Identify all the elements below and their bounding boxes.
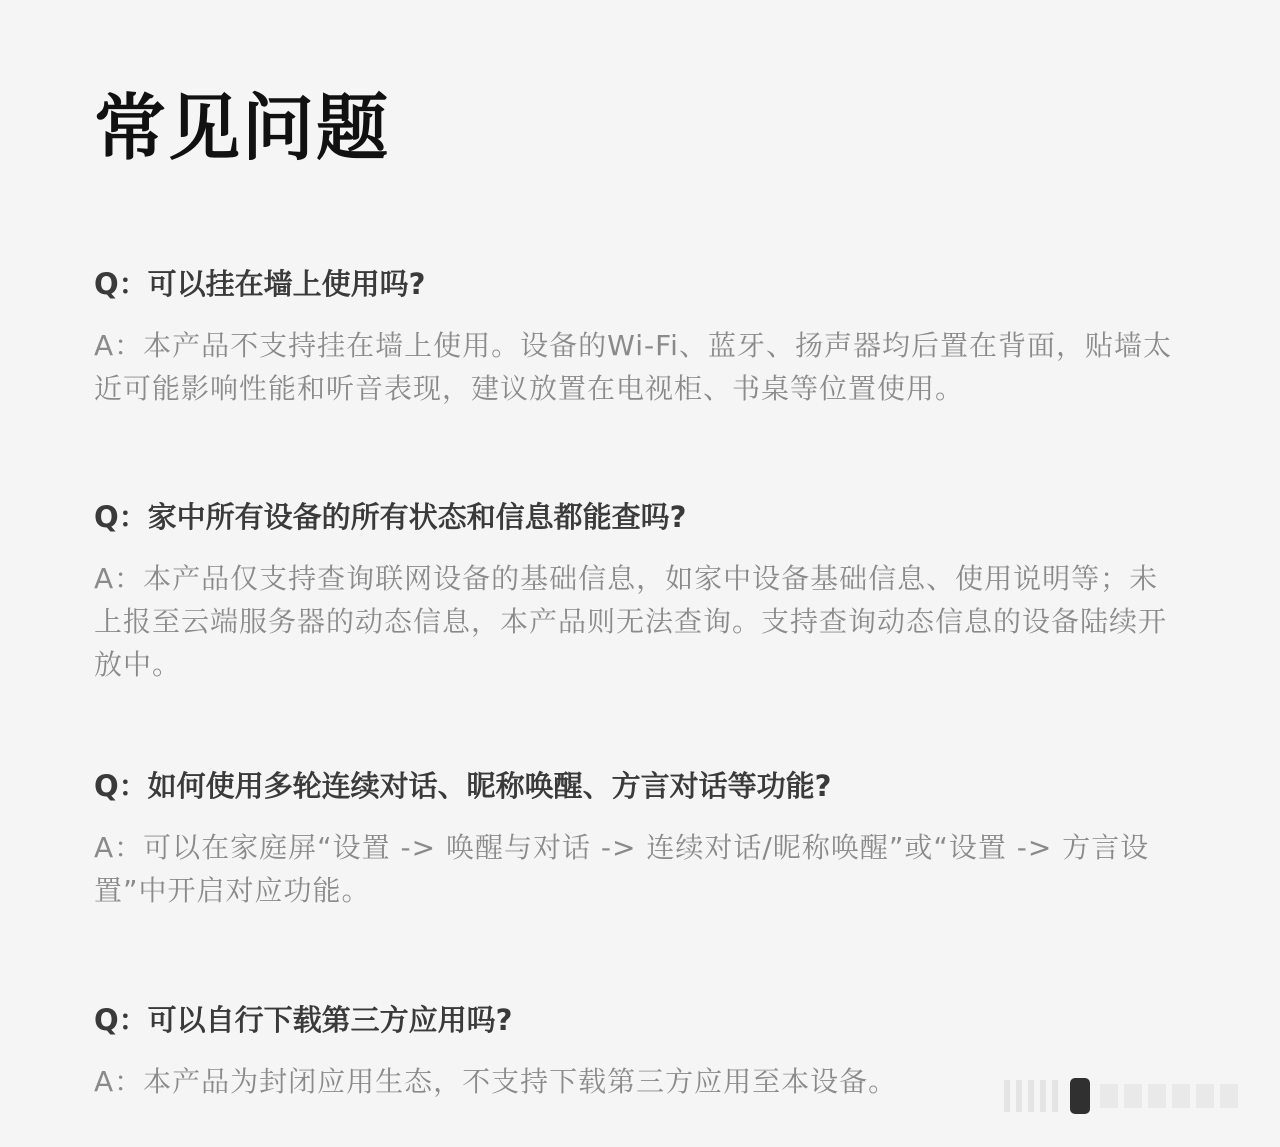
watermark-logo [1004, 1074, 1254, 1118]
page-title: 常见问题 [94, 86, 391, 170]
faq-question: Q：家中所有设备的所有状态和信息都能查吗? [94, 500, 687, 534]
faq-answer: A：可以在家庭屏“设置 -> 唤醒与对话 -> 连续对话/昵称唤醒”或“设置 -> 方言设置”中开启对应功能。 [94, 831, 1150, 907]
faq-answer: A：本产品为封闭应用生态，不支持下载第三方应用至本设备。 [94, 1065, 898, 1098]
faq-answer: A：本产品仅支持查询联网设备的基础信息，如家中设备基础信息、使用说明等；未上报至云端服务器的动态信息，本产品则无法查询。支持查询动态信息的设备陆续开放中。 [94, 562, 1168, 681]
faq-item [94, 497, 1186, 686]
faq-question: Q：可以挂在墙上使用吗? [94, 267, 426, 301]
faq-answer: A：本产品不支持挂在墙上使用。设备的Wi-Fi、蓝牙、扬声器均后置在背面，贴墙太近可能影响性能和听音表现，建议放置在电视柜、书桌等位置使用。 [94, 329, 1172, 405]
faq-question: Q：可以自行下载第三方应用吗? [94, 1003, 513, 1037]
faq-item [94, 766, 1186, 912]
faq-item [94, 264, 1186, 410]
faq-question: Q：如何使用多轮连续对话、昵称唤醒、方言对话等功能? [94, 769, 832, 803]
